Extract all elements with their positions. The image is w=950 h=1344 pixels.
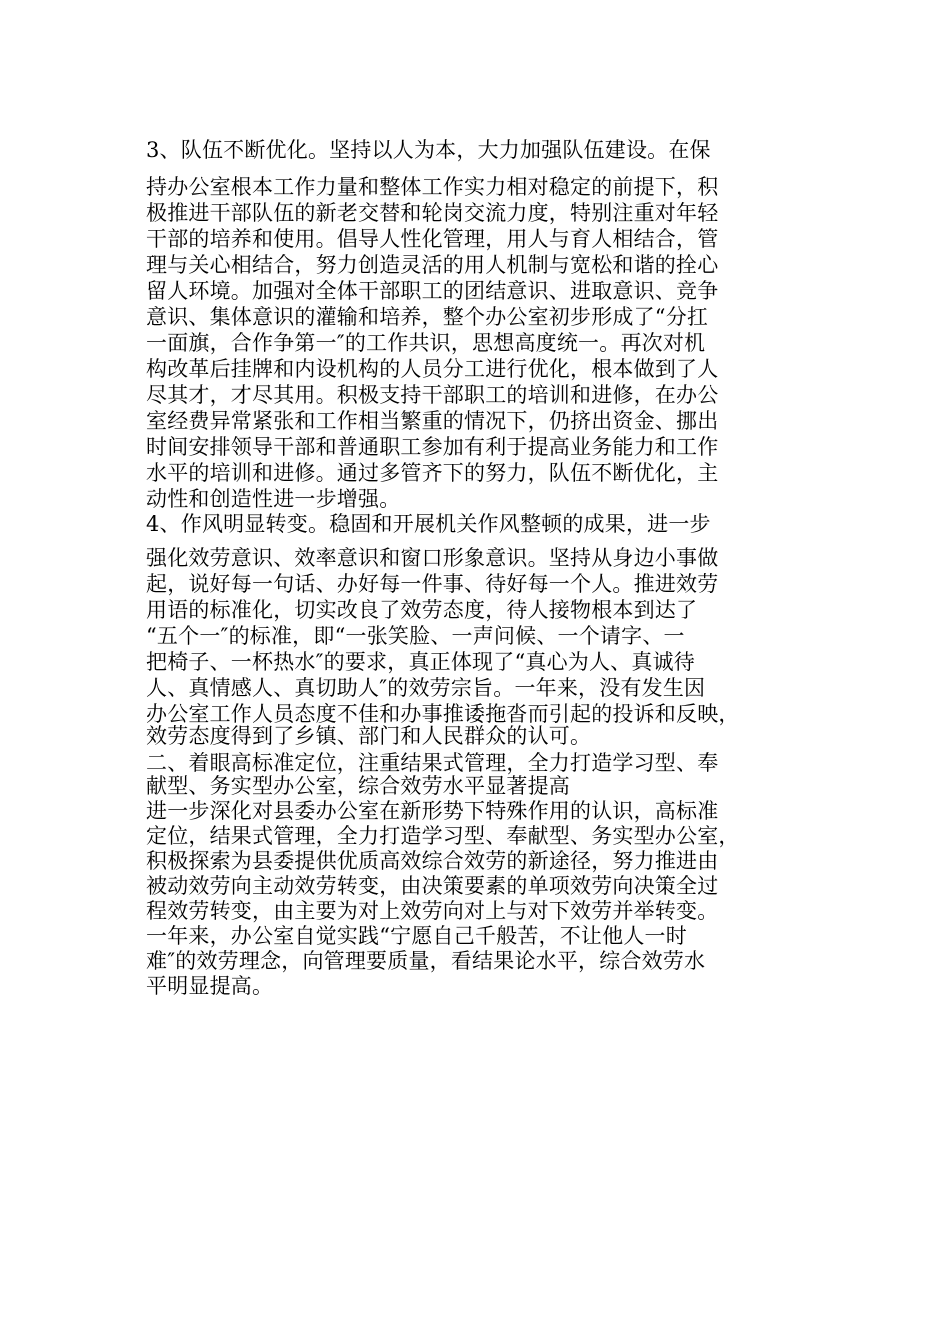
text-line: 平明显提高。 [146,974,274,998]
text-line: 动性和创造性进一步增强。 [146,487,401,511]
text-line: 水平的培训和进修。通过多管齐下的努力，队伍不断优化，主 [146,461,719,485]
text-line: 室经费异常紧张和工作相当繁重的情况下，仍挤出资金、挪出 [146,409,719,433]
text-line: 一年来，办公室自觉实践“宁愿自己千般苦，不让他人一时 [146,924,687,948]
text-line: 理与关心相结合，努力创造灵活的用人机制与宽松和谐的拴心 [146,253,719,277]
text-line: 持办公室根本工作力量和整体工作实力相对稳定的前提下，积 [146,175,719,199]
text-line: 极推进干部队伍的新老交替和轮岗交流力度，特别注重对年轻 [146,201,719,225]
text-line: 一面旗，合作争第一″的工作共识，思想高度统一。再次对机 [146,331,706,355]
text-line: 办公室工作人员态度不佳和办事推诿拖沓而引起的投诉和反映， [146,702,740,726]
text-line: 把椅子、一杯热水″的要求，真正体现了“真心为人、真诚待 [146,650,695,674]
text-line: 留人环境。加强对全体干部职工的团结意识、进取意识、竞争 [146,279,719,303]
text-line: 定位，结果式管理，全力打造学习型、奉献型、务实型办公室， [146,824,740,848]
text-line: 积极探索为县委提供优质高效综合效劳的新途径，努力推进由 [146,849,719,873]
text-line: 干部的培养和使用。倡导人性化管理，用人与育人相结合，管 [146,227,719,251]
text-line: 被动效劳向主动效劳转变，由决策要素的单项效劳向决策全过 [146,874,719,898]
text-line: 尽其才，才尽其用。积极支持干部职工的培训和进修，在办公 [146,383,719,407]
text-line: 强化效劳意识、效率意识和窗口形象意识。坚持从身边小事做 [146,546,719,570]
text-line: 时间安排领导干部和普通职工参加有利于提高业务能力和工作 [146,435,719,459]
text-line: 4、作风明显转变。稳固和开展机关作风整顿的成果，进一步 [146,512,711,536]
text-line: 意识、集体意识的灌输和培养，整个办公室初步形成了“分扛 [146,305,709,329]
text-line: 3、队伍不断优化。坚持以人为本，大力加强队伍建设。在保 [146,138,711,162]
text-line: 难″的效劳理念，向管理要质量，看结果论水平，综合效劳水 [146,949,706,973]
text-line: 构改革后挂牌和内设机构的人员分工进行优化，根本做到了人 [146,357,719,381]
text-line: 进一步深化对县委办公室在新形势下特殊作用的认识，高标准 [146,799,719,823]
text-line: “五个一″的标准，即“一张笑脸、一声问候、一个请字、一 [146,624,685,648]
heading-line: 献型、务实型办公室，综合效劳水平显著提高 [146,774,570,798]
heading-line: 二、着眼高标准定位，注重结果式管理，全力打造学习型、奉 [146,751,719,775]
text-line: 效劳态度得到了乡镇、部门和人民群众的认可。 [146,724,592,748]
text-line: 程效劳转变，由主要为对上效劳向对上与对下效劳并举转变。 [146,899,719,923]
text-line: 用语的标准化，切实改良了效劳态度，待人接物根本到达了 [146,598,698,622]
text-line: 人、真情感人、真切助人″的效劳宗旨。一年来，没有发生因 [146,676,706,700]
text-line: 起，说好每一句话、办好每一件事、待好每一个人。推进效劳 [146,572,719,596]
